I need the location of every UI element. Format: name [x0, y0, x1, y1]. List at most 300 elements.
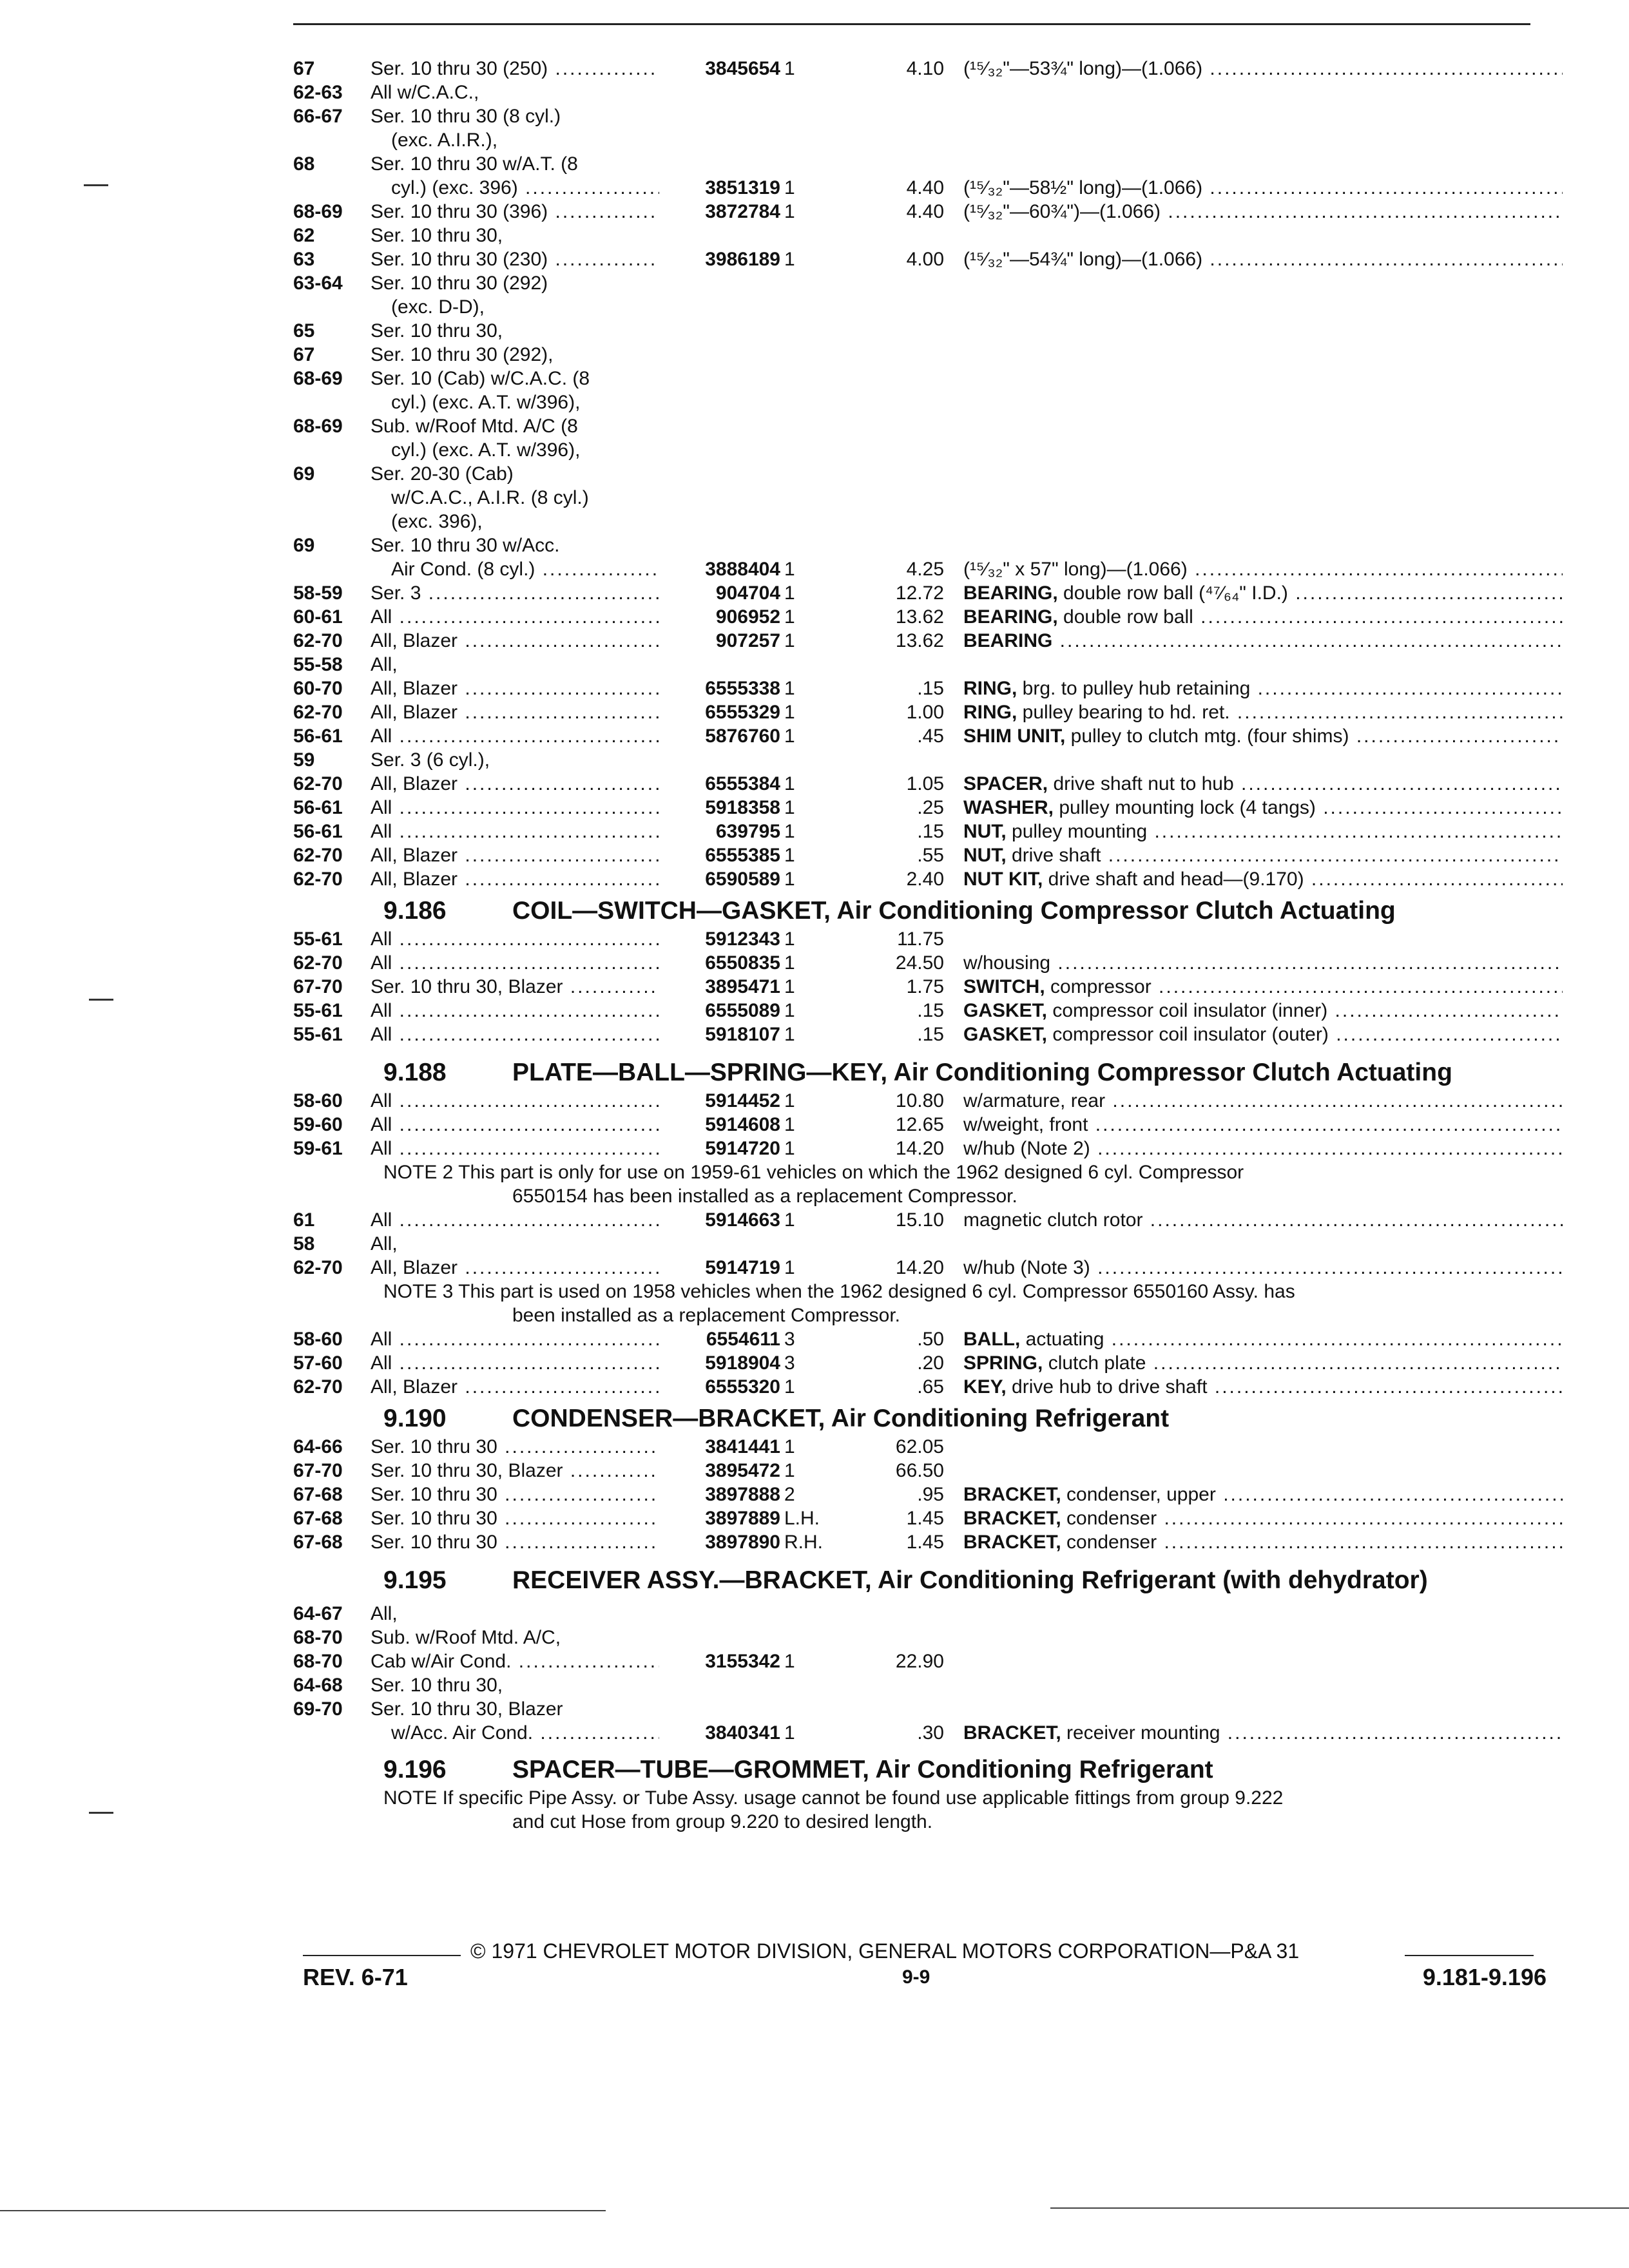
part-name-detail: (¹⁵⁄₃₂"—60¾")—(1.066)	[963, 201, 1161, 222]
note-line: been installed as a replacement Compressor.	[512, 1305, 900, 1326]
parts-row	[293, 1649, 1556, 1673]
part-name-detail: w/hub (Note 3)	[963, 1257, 1090, 1278]
part-name	[963, 1721, 1563, 1745]
price: .25	[917, 797, 944, 818]
part-name-detail: actuating	[1020, 1329, 1104, 1350]
parts-row	[293, 796, 1556, 820]
section-title: COIL—SWITCH—GASKET, Air Conditioning Compressor Clutch Actuating	[512, 897, 1396, 925]
parts-list-9188	[293, 1089, 1556, 1160]
part-name-detail: w/weight, front	[963, 1114, 1088, 1135]
section-heading-9196	[293, 1756, 1556, 1783]
section-heading-9190	[293, 1405, 1556, 1432]
scan-edge-line	[1050, 2207, 1629, 2209]
price: 11.75	[897, 928, 944, 950]
quantity: 3	[784, 1352, 795, 1374]
quantity: 1	[784, 821, 795, 842]
usage-description: w/Acc. Air Cond. .....	[371, 1721, 713, 1745]
part-name	[963, 1327, 1563, 1351]
price: .15	[917, 1024, 944, 1045]
part-name	[963, 247, 1563, 271]
usage-description: All, Blazer .....	[371, 867, 693, 891]
usage-description: All .....	[371, 1137, 693, 1160]
usage-description: Ser. 10 thru 30,	[371, 225, 503, 246]
part-name-keyword: NUT,	[963, 821, 1007, 842]
part-name-detail: pulley bearing to hd. ret.	[1017, 702, 1230, 723]
part-name-detail: drive shaft	[1006, 845, 1101, 866]
part-name	[963, 1530, 1563, 1554]
model-years: 68-70	[293, 1651, 343, 1672]
part-number: 3888404	[659, 557, 780, 581]
note-line: and cut Hose from group 9.220 to desired length.	[512, 1811, 933, 1832]
parts-row	[293, 152, 1556, 176]
price: .55	[917, 845, 944, 866]
model-years: 65	[293, 320, 315, 341]
section-title: PLATE—BALL—SPRING—KEY, Air Conditioning Compressor Clutch Actuating	[512, 1059, 1452, 1086]
part-name	[963, 1256, 1563, 1280]
usage-description: Air Cond. (8 cyl.) .....	[371, 557, 713, 581]
section-number: 9.188	[383, 1059, 447, 1086]
usage-description: All, Blazer .....	[371, 629, 693, 653]
price: .30	[917, 1722, 944, 1744]
margin-mark	[89, 999, 113, 1001]
parts-row	[293, 927, 1556, 951]
part-number: 6554611	[659, 1327, 780, 1351]
usage-description: Ser. 10 thru 30 (292),	[371, 344, 554, 365]
parts-row	[293, 104, 1556, 128]
parts-row	[293, 748, 1556, 772]
part-name	[963, 677, 1563, 700]
part-number: 907257	[659, 629, 780, 653]
part-name-detail: brg. to pulley hub retaining	[1017, 678, 1251, 699]
price: 14.20	[895, 1138, 944, 1159]
parts-row	[293, 1137, 1556, 1160]
usage-description: All .....	[371, 1208, 693, 1232]
part-name-detail: clutch plate	[1043, 1352, 1146, 1374]
part-number: 3155342	[659, 1649, 780, 1673]
usage-description: Ser. 10 thru 30, Blazer	[371, 1698, 563, 1720]
part-name-detail: double row ball	[1057, 606, 1193, 628]
quantity: 2	[784, 1484, 795, 1505]
part-number: 3841441	[659, 1435, 780, 1459]
price: .95	[917, 1484, 944, 1505]
usage-description: Ser. 10 (Cab) w/C.A.C. (8	[371, 368, 590, 389]
parts-row	[293, 128, 1556, 152]
note-line: NOTE If specific Pipe Assy. or Tube Assy. usage cannot be found use applicable fittings from group 9.222	[383, 1787, 1284, 1809]
price: 1.05	[906, 773, 944, 794]
price: .45	[917, 726, 944, 747]
usage-description: All, Blazer .....	[371, 677, 693, 700]
parts-row	[293, 57, 1556, 81]
model-years: 62-70	[293, 952, 343, 974]
model-years: 58-60	[293, 1329, 343, 1350]
part-name	[963, 1113, 1563, 1137]
parts-row	[293, 605, 1556, 629]
margin-mark	[89, 1812, 113, 1814]
model-years: 69	[293, 535, 315, 556]
model-years: 62-70	[293, 630, 343, 651]
quantity: 1	[784, 1376, 795, 1398]
usage-description: All, Blazer .....	[371, 1375, 693, 1399]
usage-description: All .....	[371, 796, 693, 820]
scan-edge-line	[0, 2210, 606, 2211]
parts-row	[293, 1483, 1556, 1506]
price: 10.80	[895, 1090, 944, 1111]
price: 13.62	[895, 630, 944, 651]
part-name-keyword: SWITCH,	[963, 976, 1045, 997]
model-years: 67-68	[293, 1532, 343, 1553]
parts-row	[293, 700, 1556, 724]
usage-description: Ser. 10 thru 30 (396) .....	[371, 200, 693, 224]
parts-row	[293, 1506, 1556, 1530]
model-years: 67	[293, 58, 315, 79]
price: 1.75	[906, 976, 944, 997]
parts-row	[293, 1208, 1556, 1232]
part-name-detail: (¹⁵⁄₃₂" x 57" long)—(1.066)	[963, 559, 1188, 580]
usage-description: Ser. 10 thru 30 (250) .....	[371, 57, 693, 81]
part-name-detail: magnetic clutch rotor	[963, 1209, 1143, 1231]
model-years: 62-70	[293, 869, 343, 890]
parts-row	[293, 772, 1556, 796]
parts-row	[293, 343, 1556, 367]
parts-row	[293, 176, 1556, 200]
part-name-keyword: NUT KIT,	[963, 869, 1043, 890]
part-name	[963, 557, 1563, 581]
note-2	[293, 1160, 1556, 1208]
part-number: 6555338	[659, 677, 780, 700]
parts-row	[293, 820, 1556, 843]
usage-description: All .....	[371, 1327, 693, 1351]
part-number: 3895472	[659, 1459, 780, 1483]
parts-row	[293, 677, 1556, 700]
model-years: 57-60	[293, 1352, 343, 1374]
usage-description: All, Blazer .....	[371, 700, 693, 724]
part-number: 3872784	[659, 200, 780, 224]
parts-row	[293, 486, 1556, 510]
price: 12.65	[895, 1114, 944, 1135]
part-name	[963, 999, 1563, 1023]
part-name-detail: double row ball (⁴⁷⁄₆₄" I.D.)	[1057, 582, 1288, 604]
usage-description: Ser. 10 thru 30 .....	[371, 1530, 693, 1554]
usage-description: Ser. 3 .....	[371, 581, 693, 605]
part-name	[963, 57, 1563, 81]
price: 14.20	[895, 1257, 944, 1278]
price: 1.45	[906, 1532, 944, 1553]
top-rule	[293, 23, 1530, 25]
quantity: 1	[784, 1000, 795, 1021]
part-name	[963, 581, 1563, 605]
model-years: 62-70	[293, 1376, 343, 1398]
model-years: 64-68	[293, 1675, 343, 1696]
section-number: 9.196	[383, 1756, 447, 1783]
usage-description: All, Blazer .....	[371, 843, 693, 867]
parts-row	[293, 1697, 1556, 1721]
model-years: 60-70	[293, 678, 343, 699]
footer-rule	[1405, 1955, 1534, 1956]
quantity: 1	[784, 1651, 795, 1672]
model-years: 67-70	[293, 1460, 343, 1481]
parts-row	[293, 999, 1556, 1023]
quantity: 1	[784, 773, 795, 794]
note-line: NOTE 3 This part is used on 1958 vehicles when the 1962 designed 6 cyl. Compressor 6550160 Assy. has	[383, 1281, 1295, 1302]
section-heading-9188	[293, 1059, 1556, 1086]
model-years: 67-68	[293, 1508, 343, 1529]
part-number: 3897888	[659, 1483, 780, 1506]
part-name-keyword: GASKET,	[963, 1000, 1048, 1021]
usage-description: Sub. w/Roof Mtd. A/C,	[371, 1627, 561, 1648]
parts-list-9195	[293, 1602, 1556, 1745]
parts-row	[293, 843, 1556, 867]
usage-description: Ser. 10 thru 30 (8 cyl.)	[371, 106, 561, 127]
note-line: NOTE 2 This part is only for use on 1959-61 vehicles on which the 1962 designed 6 cyl. Compressor	[383, 1162, 1244, 1183]
usage-description: All .....	[371, 951, 693, 975]
footer-rule	[303, 1955, 461, 1956]
model-years: 67-70	[293, 976, 343, 997]
part-name	[963, 772, 1563, 796]
part-number: 5918107	[659, 1023, 780, 1046]
part-number: 904704	[659, 581, 780, 605]
part-number: 3897890	[659, 1530, 780, 1554]
part-name-keyword: KEY,	[963, 1376, 1007, 1398]
part-name	[963, 1208, 1563, 1232]
parts-row	[293, 1721, 1556, 1745]
quantity: 1	[784, 976, 795, 997]
quantity: 1	[784, 177, 795, 198]
note-3	[293, 1280, 1556, 1327]
usage-description: All, Blazer .....	[371, 772, 693, 796]
part-name-detail: compressor	[1045, 976, 1152, 997]
parts-row	[293, 1602, 1556, 1626]
price: 4.10	[906, 58, 944, 79]
parts-row	[293, 557, 1556, 581]
usage-description: Cab w/Air Cond. .....	[371, 1649, 693, 1673]
part-name-detail: pulley to clutch mtg. (four shims)	[1065, 726, 1349, 747]
model-years: 55-61	[293, 928, 343, 950]
part-name-detail: condenser	[1061, 1508, 1157, 1529]
price: 22.90	[895, 1651, 944, 1672]
parts-row	[293, 629, 1556, 653]
price: 62.05	[895, 1436, 944, 1457]
section-title: SPACER—TUBE—GROMMET, Air Conditioning Refrigerant	[512, 1756, 1213, 1783]
price: 4.40	[906, 201, 944, 222]
part-name-keyword: BRACKET,	[963, 1532, 1061, 1553]
parts-row	[293, 1327, 1556, 1351]
quantity: 1	[784, 1460, 795, 1481]
section-title: CONDENSER—BRACKET, Air Conditioning Refrigerant	[512, 1405, 1170, 1432]
usage-description: All .....	[371, 1351, 693, 1375]
model-years: 63-64	[293, 273, 343, 294]
usage-description: Ser. 10 thru 30 .....	[371, 1506, 693, 1530]
part-name	[963, 975, 1563, 999]
usage-description: (exc. A.I.R.),	[391, 130, 498, 151]
part-name-keyword: BRACKET,	[963, 1484, 1061, 1505]
parts-list-9181	[293, 57, 1556, 891]
section-heading-9186	[293, 898, 1556, 925]
part-number: 5912343	[659, 927, 780, 951]
usage-description: Ser. 10 thru 30 .....	[371, 1483, 693, 1506]
part-name	[963, 605, 1563, 629]
part-name	[963, 200, 1563, 224]
usage-description: Ser. 20-30 (Cab)	[371, 463, 514, 485]
part-name-keyword: BEARING,	[963, 582, 1058, 604]
part-name-keyword: BEARING	[963, 630, 1053, 651]
part-name-detail: pulley mounting	[1006, 821, 1148, 842]
parts-row	[293, 510, 1556, 533]
part-name-keyword: BRACKET,	[963, 1722, 1061, 1744]
price: 24.50	[895, 952, 944, 974]
part-name	[963, 1483, 1563, 1506]
model-years: 56-61	[293, 797, 343, 818]
parts-row	[293, 581, 1556, 605]
model-years: 62	[293, 225, 315, 246]
part-name	[963, 796, 1563, 820]
usage-description: cyl.) (exc. 396) .....	[371, 176, 713, 200]
part-name-detail: condenser	[1061, 1532, 1157, 1553]
parts-row	[293, 438, 1556, 462]
model-years: 68-70	[293, 1627, 343, 1648]
parts-row	[293, 1113, 1556, 1137]
price: .20	[917, 1352, 944, 1374]
model-years: 58	[293, 1233, 315, 1254]
part-number: 6590589	[659, 867, 780, 891]
part-name-detail: (¹⁵⁄₃₂"—58½" long)—(1.066)	[963, 177, 1203, 198]
part-name-keyword: RING,	[963, 702, 1017, 723]
model-years: 63	[293, 249, 315, 270]
parts-row	[293, 1351, 1556, 1375]
usage-description: Ser. 10 thru 30, Blazer .....	[371, 1459, 693, 1483]
part-name	[963, 724, 1563, 748]
parts-list-9188-cont	[293, 1208, 1556, 1280]
model-years: 68-69	[293, 201, 343, 222]
part-number: 5918358	[659, 796, 780, 820]
model-years: 68-69	[293, 368, 343, 389]
quantity: 1	[784, 1114, 795, 1135]
parts-row	[293, 247, 1556, 271]
part-number: 5914452	[659, 1089, 780, 1113]
usage-description: Ser. 3 (6 cyl.),	[371, 749, 490, 771]
quantity: 1	[784, 1436, 795, 1457]
part-name	[963, 843, 1563, 867]
usage-description: All,	[371, 1603, 398, 1624]
part-number: 6555329	[659, 700, 780, 724]
model-years: 62-70	[293, 1257, 343, 1278]
note-9196	[293, 1786, 1556, 1834]
price: .65	[917, 1376, 944, 1398]
section-title: RECEIVER ASSY.—BRACKET, Air Conditioning Refrigerant (with dehydrator)	[512, 1566, 1428, 1594]
part-name	[963, 951, 1563, 975]
quantity: 1	[784, 1090, 795, 1111]
model-years: 62-70	[293, 702, 343, 723]
part-name-keyword: SPRING,	[963, 1352, 1043, 1374]
model-years: 66-67	[293, 106, 343, 127]
quantity: 1	[784, 606, 795, 628]
part-number: 6555089	[659, 999, 780, 1023]
quantity: L.H.	[784, 1508, 820, 1529]
quantity: 1	[784, 869, 795, 890]
part-name	[963, 1023, 1563, 1046]
model-years: 56-61	[293, 821, 343, 842]
usage-description: Ser. 10 thru 30 .....	[371, 1435, 693, 1459]
model-years: 62-63	[293, 82, 343, 103]
usage-description: All,	[371, 1233, 398, 1254]
parts-row	[293, 724, 1556, 748]
part-name-keyword: RING,	[963, 678, 1017, 699]
usage-description: (exc. 396),	[391, 511, 483, 532]
part-name-detail: compressor coil insulator (inner)	[1047, 1000, 1328, 1021]
model-years: 68	[293, 153, 315, 175]
parts-list-9188-end	[293, 1327, 1556, 1399]
note-line: 6550154 has been installed as a replacement Compressor.	[512, 1186, 1017, 1207]
part-number: 6555320	[659, 1375, 780, 1399]
part-name-detail: receiver mounting	[1061, 1722, 1220, 1744]
quantity: 1	[784, 928, 795, 950]
quantity: 1	[784, 1722, 795, 1744]
part-number: 3851319	[659, 176, 780, 200]
part-name-detail: compressor coil insulator (outer)	[1047, 1024, 1329, 1045]
parts-row	[293, 653, 1556, 677]
parts-row	[293, 295, 1556, 319]
parts-row	[293, 271, 1556, 295]
part-number: 3895471	[659, 975, 780, 999]
part-name-detail: w/housing	[963, 952, 1051, 974]
parts-row	[293, 81, 1556, 104]
model-years: 67	[293, 344, 315, 365]
usage-description: All .....	[371, 724, 693, 748]
price: 4.40	[906, 177, 944, 198]
usage-description: All,	[371, 654, 398, 675]
parts-row	[293, 533, 1556, 557]
quantity: 1	[784, 1024, 795, 1045]
price: 2.40	[906, 869, 944, 890]
parts-row	[293, 414, 1556, 438]
parts-row	[293, 951, 1556, 975]
part-name-detail: drive shaft and head—(9.170)	[1043, 869, 1304, 890]
quantity: 1	[784, 1209, 795, 1231]
usage-description: All .....	[371, 820, 693, 843]
part-number: 5914663	[659, 1208, 780, 1232]
part-number: 6550835	[659, 951, 780, 975]
parts-row	[293, 1023, 1556, 1046]
model-years: 59	[293, 749, 315, 771]
part-name-keyword: BALL,	[963, 1329, 1021, 1350]
part-number: 6555384	[659, 772, 780, 796]
part-name	[963, 1375, 1563, 1399]
part-name-detail: drive shaft nut to hub	[1048, 773, 1234, 794]
price: 1.45	[906, 1508, 944, 1529]
part-name-detail: pulley mounting lock (4 tangs)	[1054, 797, 1316, 818]
revision-label: REV. 6-71	[303, 1964, 408, 1990]
usage-description: All .....	[371, 605, 693, 629]
quantity: 1	[784, 249, 795, 270]
part-number: 3840341	[659, 1721, 780, 1745]
parts-row	[293, 1673, 1556, 1697]
section-number: 9.195	[383, 1566, 447, 1594]
model-years: 58-60	[293, 1090, 343, 1111]
quantity: 1	[784, 702, 795, 723]
model-years: 69	[293, 463, 315, 485]
parts-row	[293, 867, 1556, 891]
model-years: 56-61	[293, 726, 343, 747]
usage-description: All, Blazer .....	[371, 1256, 693, 1280]
part-number: 3986189	[659, 247, 780, 271]
part-name	[963, 1506, 1563, 1530]
part-number: 3897889	[659, 1506, 780, 1530]
part-name	[963, 700, 1563, 724]
parts-row	[293, 1232, 1556, 1256]
model-years: 55-61	[293, 1000, 343, 1021]
part-name	[963, 1351, 1563, 1375]
quantity: 1	[784, 845, 795, 866]
part-name-detail: (¹⁵⁄₃₂"—53¾" long)—(1.066)	[963, 58, 1203, 79]
